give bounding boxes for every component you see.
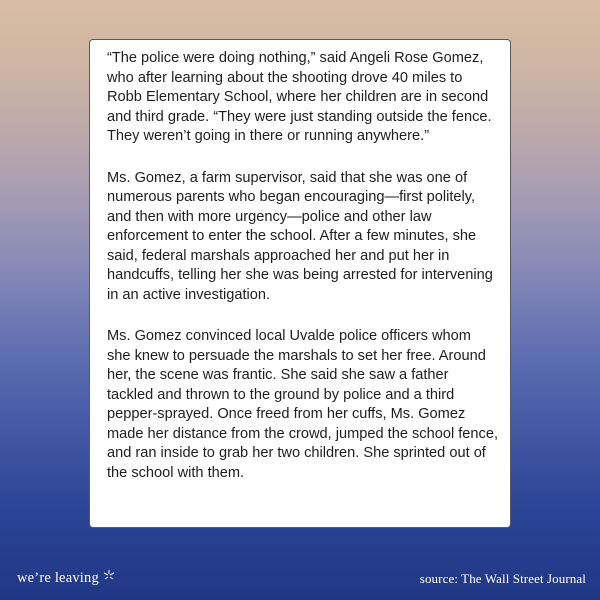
source-credit: source: The Wall Street Journal	[419, 571, 586, 586]
brand-logo	[17, 570, 116, 587]
paragraph-2: Ms. Gomez, a farm supervisor, said that she was one of numerous parents who began encouraging—first politely, and then with more urgency—police and other law enforcement to enter the school. After a few minutes, she said, federal marshals approached her and put her in handcuffs, telling her she was being arrested for intervening in an active investigation.	[107, 169, 493, 303]
sparkle-icon	[102, 569, 116, 583]
quote-card	[89, 39, 511, 528]
paragraph-3: Ms. Gomez convinced local Uvalde police officers whom she knew to persuade the marshals to set her free. Around her, the scene was frantic. She said she saw a father tackled and thrown to the ground by police and a third pepper-sprayed. Once freed from her cuffs, Ms. Gomez made her distance from the crowd, jumped the school fence, and ran inside to grab her two children. She sprinted out of the school with them.	[107, 328, 498, 481]
paragraph-1: “The police were doing nothing,” said Angeli Rose Gomez, who after learning about the shooting drove 40 miles to Robb Elementary School, where her children are in second and third grade. “They were just standing outside the fence. They weren’t going in there or running anywhere.”	[107, 50, 492, 144]
brand-name: we’re leaving	[17, 570, 99, 586]
